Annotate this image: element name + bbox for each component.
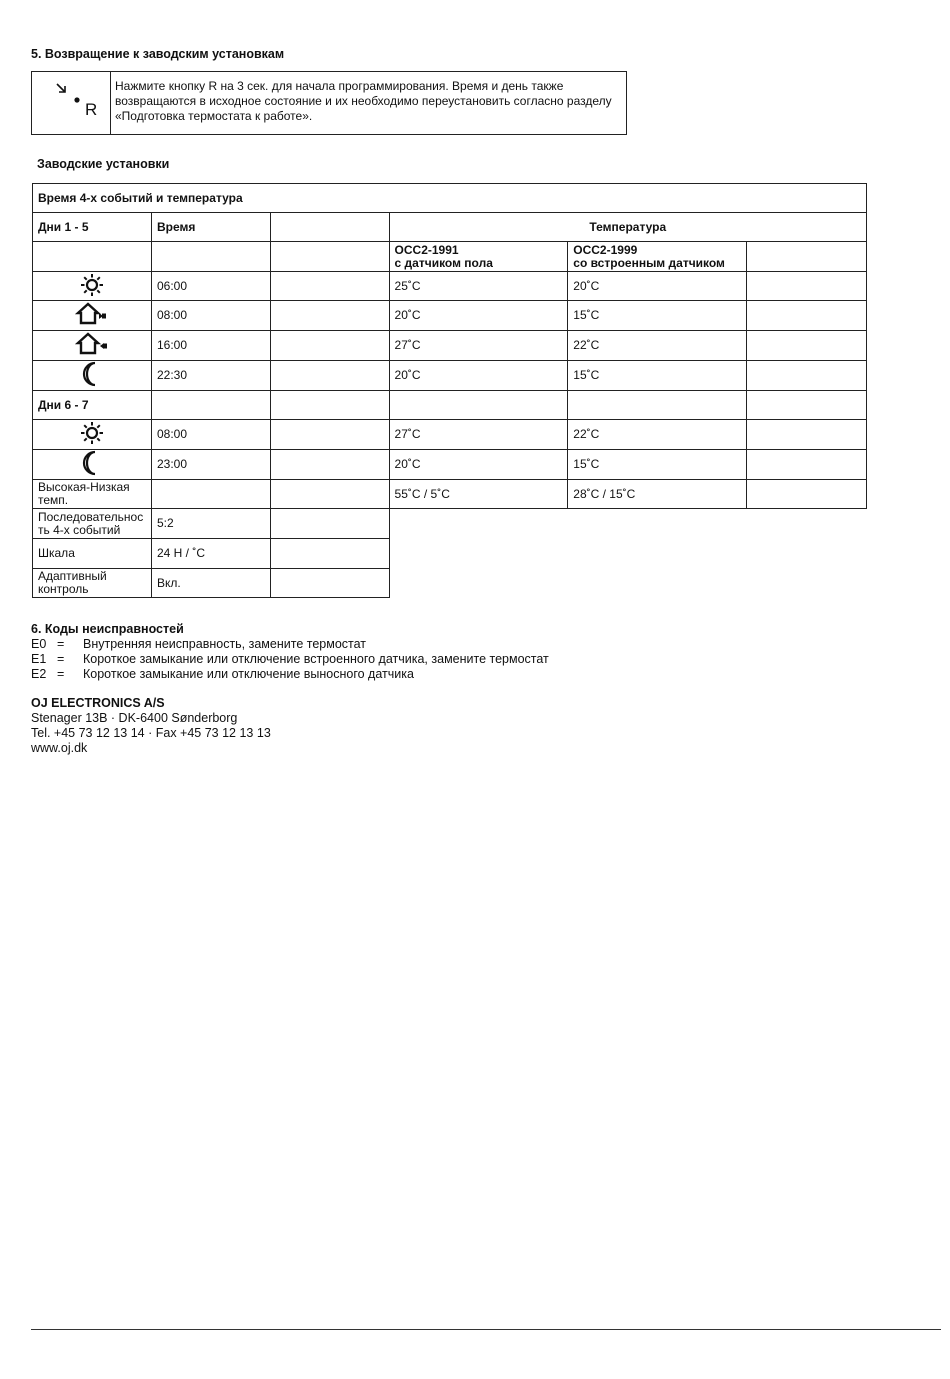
table-row — [33, 509, 867, 539]
company-web: www.oj.dk — [31, 741, 88, 755]
cell — [270, 569, 389, 598]
cell — [151, 391, 270, 420]
temp-cell: 27˚C — [389, 331, 568, 361]
table-row — [33, 272, 867, 301]
section-5-title: 5. Возвращение к заводским установкам — [31, 47, 285, 61]
cell — [270, 509, 389, 539]
table-row — [33, 539, 867, 569]
list-item: E1 = Короткое замыкание или отключение встроенного датчика, замените термостат — [31, 652, 549, 666]
temp-cell: 22˚C — [568, 420, 747, 450]
temp-cell: 28˚C / 15˚C — [568, 480, 747, 509]
table-row — [33, 361, 867, 391]
time-cell: 08:00 — [151, 420, 270, 450]
time-cell: 23:00 — [151, 450, 270, 480]
company-phone: Tel. +45 73 12 13 14 · Fax +45 73 12 13 13 — [31, 726, 271, 740]
reset-instruction-text: Нажмите кнопку R на 3 сек. для начала программирования. Время и день также возвращаются в исходное состояние и их необходимо переустановить согласно разделу «Подготовка термостата к работе». — [115, 79, 612, 123]
empty-area — [389, 539, 866, 569]
scale-value: 24 H / ˚C — [151, 539, 270, 569]
cell — [270, 242, 389, 272]
table-row — [33, 420, 867, 450]
empty-area — [389, 509, 866, 539]
cell — [270, 539, 389, 569]
factory-settings-title: Заводские установки — [37, 157, 170, 171]
time-cell: 16:00 — [151, 331, 270, 361]
table-row — [33, 391, 867, 420]
temp-cell: 15˚C — [568, 450, 747, 480]
cell — [151, 480, 270, 509]
temp-cell: 15˚C — [568, 301, 747, 331]
sequence-value: 5:2 — [151, 509, 270, 539]
company-name: OJ ELECTRONICS A/S — [31, 696, 165, 710]
temp-cell: 20˚C — [389, 450, 568, 480]
moon-icon — [78, 361, 106, 387]
temp-cell: 15˚C — [568, 361, 747, 391]
footer-divider — [31, 1329, 941, 1330]
fault-codes — [31, 622, 549, 682]
table-title: Время 4-х событий и температура — [33, 184, 867, 213]
reset-key-label: R — [85, 100, 98, 119]
house-return-icon — [74, 332, 110, 356]
cell — [747, 361, 867, 391]
temp-cell: 20˚C — [568, 272, 747, 301]
cell — [270, 272, 389, 301]
factory-reset-box — [31, 71, 627, 135]
adaptive-value: Вкл. — [151, 569, 270, 598]
list-item: E0 = Внутренняя неисправность, замените термостат — [31, 637, 367, 651]
hilo-label: Высокая-Низкая темп. — [33, 480, 152, 509]
cell — [747, 391, 867, 420]
subheader-occ2-1999: OCC2-1999 со встроенным датчиком — [568, 242, 747, 272]
cell — [270, 391, 389, 420]
table-row — [33, 301, 867, 331]
table-row — [33, 450, 867, 480]
cell — [747, 480, 867, 509]
cell — [270, 420, 389, 450]
weekend-label: Дни 6 - 7 — [33, 391, 152, 420]
temp-cell: 22˚C — [568, 331, 747, 361]
header-empty — [270, 213, 389, 242]
header-temperature: Температура — [389, 213, 866, 242]
sun-icon — [78, 421, 106, 445]
house-leave-icon — [74, 302, 110, 326]
table-row — [33, 569, 867, 598]
section-6-title: 6. Коды неисправностей — [31, 622, 184, 636]
cell — [747, 301, 867, 331]
company-info — [31, 696, 271, 756]
sun-icon — [78, 273, 106, 297]
time-cell: 08:00 — [151, 301, 270, 331]
header-time: Время — [151, 213, 270, 242]
cell — [747, 272, 867, 301]
temp-cell: 20˚C — [389, 301, 568, 331]
table-row — [33, 480, 867, 509]
cell — [270, 361, 389, 391]
cell — [270, 450, 389, 480]
cell — [747, 242, 867, 272]
subheader-occ2-1991: OCC2-1991 с датчиком пола — [389, 242, 568, 272]
scale-label: Шкала — [33, 539, 152, 569]
time-cell: 06:00 — [151, 272, 270, 301]
cell — [33, 242, 152, 272]
temp-cell: 27˚C — [389, 420, 568, 450]
header-days: Дни 1 - 5 — [33, 213, 152, 242]
cell — [747, 450, 867, 480]
company-address: Stenager 13B · DK-6400 Sønderborg — [31, 711, 238, 725]
table-row — [33, 331, 867, 361]
reset-instruction-icon — [32, 72, 111, 134]
sequence-label: Последовательнос ть 4-х событий — [33, 509, 152, 539]
cell — [389, 391, 568, 420]
cell — [270, 301, 389, 331]
cell — [568, 391, 747, 420]
adaptive-label: Адаптивный контроль — [33, 569, 152, 598]
temp-cell: 55˚C / 5˚C — [389, 480, 568, 509]
cell — [747, 420, 867, 450]
cell — [747, 331, 867, 361]
empty-area — [389, 569, 866, 598]
moon-icon — [78, 450, 106, 476]
cell — [151, 242, 270, 272]
temp-cell: 20˚C — [389, 361, 568, 391]
cell — [270, 480, 389, 509]
time-cell: 22:30 — [151, 361, 270, 391]
cell — [270, 331, 389, 361]
temp-cell: 25˚C — [389, 272, 568, 301]
list-item: E2 = Короткое замыкание или отключение выносного датчика — [31, 667, 414, 681]
factory-settings-table — [32, 183, 867, 598]
